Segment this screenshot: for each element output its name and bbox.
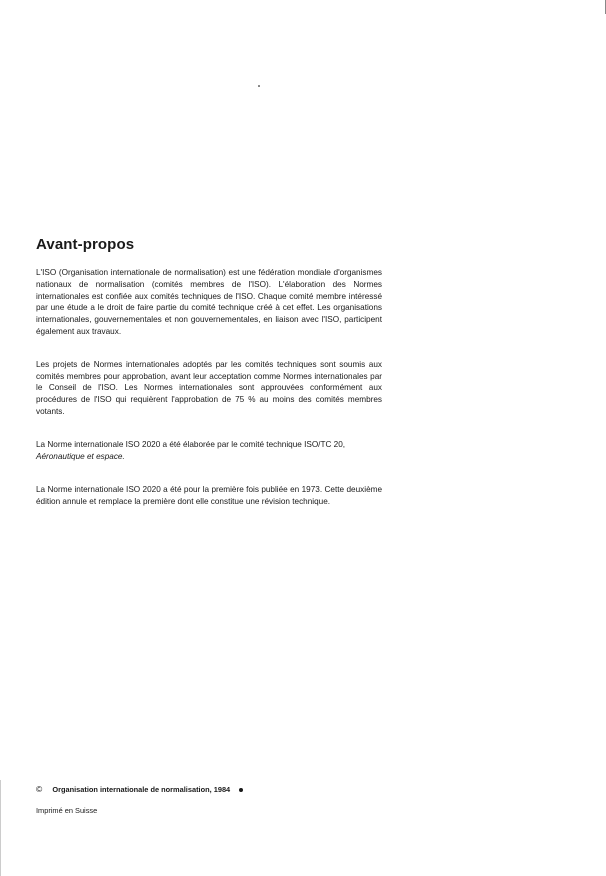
document-body: [36, 236, 382, 529]
paragraph-approval: Les projets de Normes internationales adoptés par les comités techniques sont soumis aux comités membres pour approbation, avant leur acceptation comme Normes internationales par le Conseil de l'ISO. Les Normes internationales sont approuvées conformément aux procédures de l'ISO qui requièrent l'approbation de 75 % au moins des comités membres votants.: [36, 359, 382, 416]
bullet-icon: [239, 788, 243, 792]
printed-in: Imprimé en Suisse: [36, 806, 98, 815]
copyright-symbol: ©: [36, 784, 43, 794]
page-title: Avant-propos: [36, 236, 135, 253]
paragraph-iso-intro: L'ISO (Organisation internationale de normalisation) est une fédération mondiale d'organismes nationaux de normalisation (comités membres de l'ISO). L'élaboration des Normes internationales est confiée aux comités techniques de l'ISO. Chaque comité membre intéressé par une étude a le droit de faire partie du comité technique créé à cet effet. Les organisations internationales, gouvernementales et non gouvernementales, en liaison avec l'ISO, participent également aux travaux.: [36, 268, 382, 336]
paragraph-committee-text: La Norme internationale ISO 2020 a été élaborée par le comité technique ISO/TC 20,: [36, 439, 346, 449]
copyright-text: Organisation internationale de normalisation, 1984: [52, 785, 231, 794]
scan-speck: [258, 85, 260, 87]
paragraph-edition: La Norme internationale ISO 2020 a été pour la première fois publiée en 1973. Cette deuxième édition annule et remplace la première dont elle constitue une révision technique.: [36, 485, 382, 507]
paragraph-committee: [36, 439, 382, 463]
paragraph-committee-italic: Aéronautique et espace.: [36, 451, 125, 461]
copyright-line: [36, 784, 243, 794]
scan-edge-mark: [0, 780, 1, 876]
